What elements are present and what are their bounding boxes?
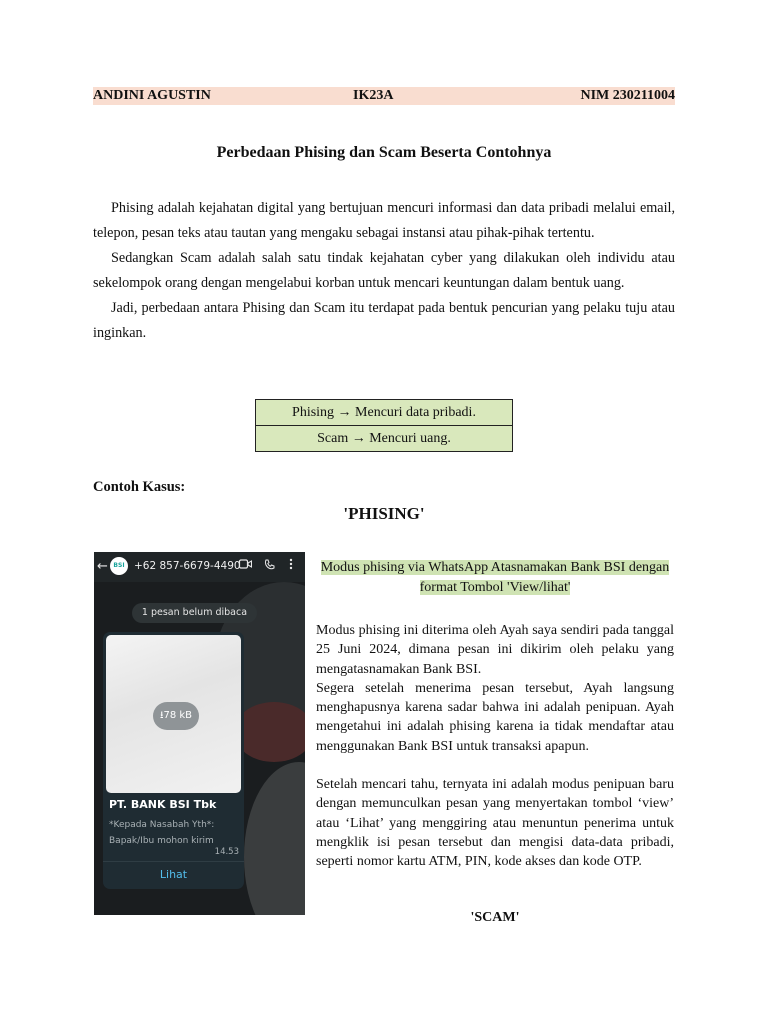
message-time: 14.53 — [214, 847, 239, 857]
case-paragraph: Segera setelah menerima pesan tersebut, Ayah langsung menghapusnya karena sadar bahwa ini adalah penipuan. Ayah mengetahui ini adalah phising karena ia tidak mendaftar atau menggunakan Bank BSI untuk transaksi apapun. — [316, 680, 674, 754]
message-text — [109, 817, 237, 849]
message-line: Bapak/Ibu mohon kirim — [109, 836, 214, 846]
whatsapp-screenshot — [94, 552, 305, 915]
download-size-badge: ⭳78 kB — [153, 702, 199, 730]
message-line: *Kepada Nasabah Yth*: — [109, 820, 215, 830]
lihat-button: Lihat — [159, 868, 188, 881]
scam-heading: 'SCAM' — [470, 910, 520, 925]
case-paragraph: Modus phising ini diterima oleh Ayah saya sendiri pada tanggal 25 Juni 2024, dimana pesan ini dikirim oleh pelaku yang mengatasnamakan Bank BSI. — [316, 623, 674, 677]
paragraph-scam-definition: Sedangkan Scam adalah salah satu tindak kejahatan cyber yang dilakukan oleh individu atau sekelompok orang dengan mengelabui korban untuk mencari keuntungan dalam bentuk uang. — [93, 250, 675, 291]
contact-number: +62 857-6679-4490 — [134, 560, 241, 572]
case-description — [316, 621, 674, 872]
paragraph-phising-definition: Phising adalah kejahatan digital yang bertujuan mencuri informasi dan data pribadi melalui email, telepon, pesan teks atau tautan yang mengaku sebagai instansi atau pihak-pihak tertentu. — [93, 200, 675, 241]
table-row — [256, 400, 513, 426]
message-sender: PT. BANK BSI Tbk — [109, 798, 217, 811]
background-figure — [234, 702, 305, 762]
paragraph-conclusion: Jadi, perbedaan antara Phising dan Scam itu terdapat pada bentuk pencurian yang pelaku tuju atau inginkan. — [93, 300, 675, 341]
more-options-icon — [289, 558, 293, 573]
screenshot-caption — [316, 558, 674, 598]
chat-header — [94, 552, 305, 582]
phising-heading: 'PHISING' — [343, 504, 425, 523]
document-title: Perbedaan Phising dan Scam Beserta Contohnya — [216, 144, 552, 161]
class-code: IK23A — [353, 88, 394, 103]
background-figure — [244, 762, 305, 915]
attachment-preview — [106, 635, 241, 793]
comparison-table — [255, 399, 513, 452]
table-row — [256, 426, 513, 452]
contoh-kasus-label: Contoh Kasus: — [93, 479, 186, 495]
message-bubble — [103, 632, 244, 889]
intro-section — [93, 196, 675, 346]
divider — [103, 861, 244, 862]
header-bar — [93, 87, 675, 105]
avatar: BSI — [110, 557, 128, 575]
unread-badge: 1 pesan belum dibaca — [132, 603, 257, 623]
video-call-icon — [239, 559, 252, 572]
caption-text: Modus phising via WhatsApp Atasnamakan Bank BSI dengan format Tombol 'View/lihat' — [320, 560, 670, 595]
student-nim: NIM 230211004 — [580, 88, 675, 103]
case-paragraph: Setelah mencari tahu, ternyata ini adalah modus penipuan baru dengan memunculkan pesan yang menyertakan tombol ‘view’ atau ‘Lihat’ yang menggiring atau menuntun penerima untuk mengklik isi pesan tersebut dan mengisi data-data pribadi, seperti nomor kartu ATM, PIN, kode akses dan kode OTP. — [316, 777, 674, 870]
table-cell-phising: Phising → Mencuri data pribadi. — [256, 400, 513, 426]
student-name: ANDINI AGUSTIN — [93, 88, 211, 103]
table-cell-scam: Scam → Mencuri uang. — [256, 426, 513, 452]
phone-call-icon — [264, 559, 275, 573]
back-arrow-icon: ← — [97, 559, 108, 574]
